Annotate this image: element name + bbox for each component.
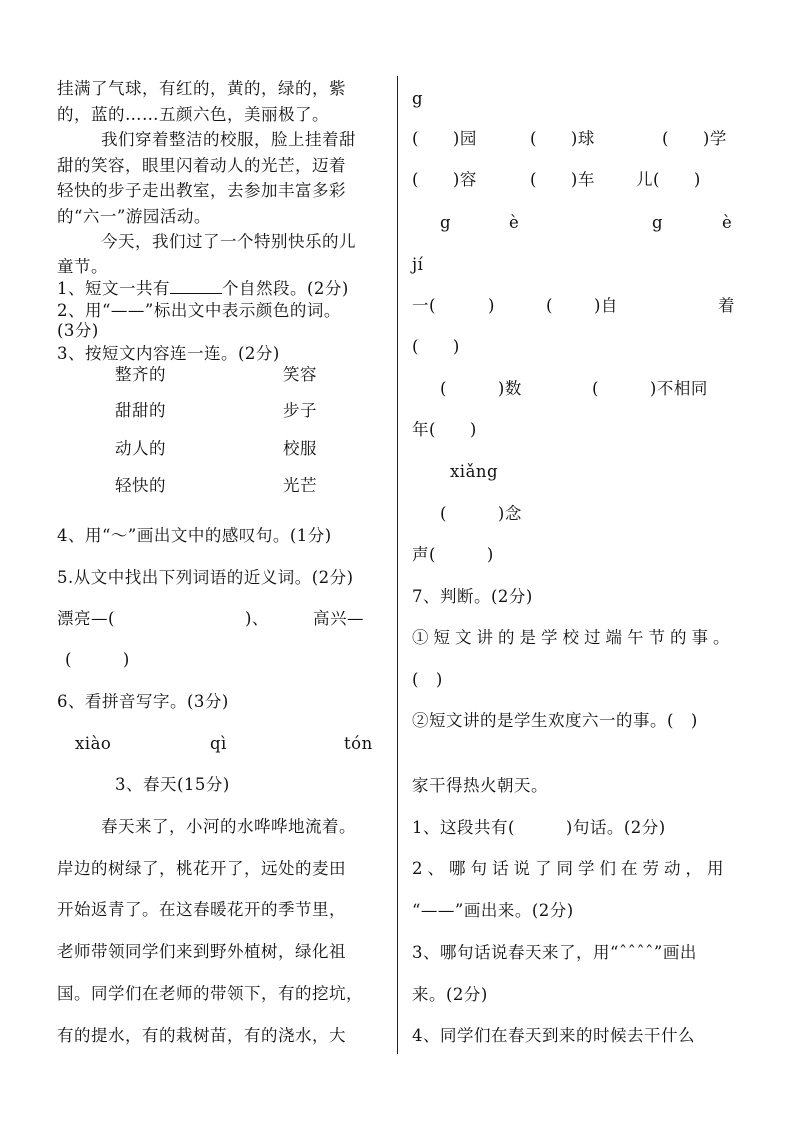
bracket-item: ) [488,296,495,315]
question-a3-b: 来。(2分) [412,985,488,1004]
passage-line: 今天，我们过了一个特别快乐的儿 [101,232,356,251]
passage-line: 老师带领同学们来到野外植树，绿化祖 [57,942,346,961]
question-7: 7、判断。(2分) [412,587,533,606]
match-left: 整齐的 [115,365,166,384]
pinyin: qì [210,734,227,753]
passage-line: 甜的笑容，眼里闪着动人的光芒，迈着 [57,156,346,175]
pinyin: è [722,213,733,232]
match-right: 步子 [283,401,317,420]
section-title: 3、春天(15分) [115,775,230,794]
bracket-item: ( )学 [662,129,727,148]
passage-line: 挂满了气球，有红的，黄的，绿的，紫 [57,79,346,98]
answer-brackets: ( ) [65,650,130,669]
question-5: 5.从文中找出下列词语的近义词。(2分) [57,568,354,587]
passage-line: 开始返青了。在这春暖花开的季节里， [57,900,346,919]
bracket-item: ( )不相同 [592,379,708,398]
question-a2: 2、哪句话说了同学们在劳动，用 [412,859,729,878]
bracket-item: 声( ) [412,545,494,564]
question-a4: 4、同学们在春天到来的时候去干什么 [412,1026,695,1045]
question-a3: 3、哪句话说春天来了，用“ˆˆˆˆ”画出 [412,943,697,962]
judge-2: ②短文讲的是学生欢度六一的事。( ) [412,711,698,730]
pinyin: g [440,213,452,232]
question-1-text: 1、短文一共有 [57,279,170,298]
passage-line: 国。同学们在老师的带领下，有的挖坑， [57,984,363,1003]
answer-blank[interactable] [170,279,222,294]
passage-line: 有的提水，有的栽树苗，有的浇水，大 [57,1026,346,1045]
question-1-text: 个自然段。(2分) [222,279,349,298]
match-left: 甜甜的 [115,401,166,420]
question-2-score: (3分) [57,321,99,340]
question-5-line: 漂亮—( [57,609,115,628]
bracket-item: ( )数 [440,379,522,398]
match-right: 校服 [283,439,317,458]
bracket-item: ( )容 [412,170,477,189]
pinyin: xiǎng [450,462,499,481]
match-right: 光芒 [283,476,317,495]
match-left: 轻快的 [115,476,166,495]
pinyin: tón [344,734,373,753]
judge-1-bracket: ( ) [412,670,443,689]
bracket-item: 一( [412,296,436,315]
pinyin: è [509,213,520,232]
judge-1: ①短文讲的是学校过端午节的事。 [412,628,735,647]
match-right: 笑容 [283,365,317,384]
pinyin: jí [412,255,424,274]
passage-line: 春天来了，小河的水哗哗地流着。 [101,817,356,836]
question-4: 4、用“～”画出文中的感叹句。(1分) [57,526,332,545]
passage-line: 的，蓝的……五颜六色，美丽极了。 [57,105,329,124]
passage-line: 家干得热火朝天。 [412,776,548,795]
column-divider [397,76,398,1054]
bracket-item: 着 [718,296,735,315]
question-5-line: 高兴— [313,609,364,628]
bracket-item: ( )园 [412,129,477,148]
bracket-item: ( )车 [530,170,595,189]
pinyin: g [652,213,664,232]
passage-line: 我们穿着整洁的校服，脸上挂着甜 [101,130,356,149]
bracket-item: 年( ) [412,420,477,439]
bracket-item: ( [546,296,553,315]
bracket-item: 儿( ) [636,170,701,189]
pinyin: g [412,89,424,108]
question-1 [57,278,349,300]
bracket-item: )自 [594,296,618,315]
question-6: 6、看拼音写字。(3分) [57,692,229,711]
bracket-item: ( ) [412,337,460,356]
pinyin: xiào [75,734,112,753]
passage-line: 童节。 [57,257,108,276]
question-2: 2、用“——”标出文中表示颜色的词。 [57,301,341,320]
question-3: 3、按短文内容连一连。(2分) [57,344,280,363]
bracket-item: ( )球 [530,129,595,148]
question-5-line: )、 [245,609,269,628]
passage-line: 的“六一”游园活动。 [57,207,211,226]
question-a1: 1、这段共有( )句话。(2分) [412,818,666,837]
passage-line: 轻快的步子走出教室，去参加丰富多彩 [57,181,346,200]
bracket-item: ( )念 [440,504,522,523]
match-left: 动人的 [115,439,166,458]
passage-line: 岸边的树绿了，桃花开了，远处的麦田 [57,859,346,878]
question-a2-b: “——”画出来。(2分) [412,901,574,920]
